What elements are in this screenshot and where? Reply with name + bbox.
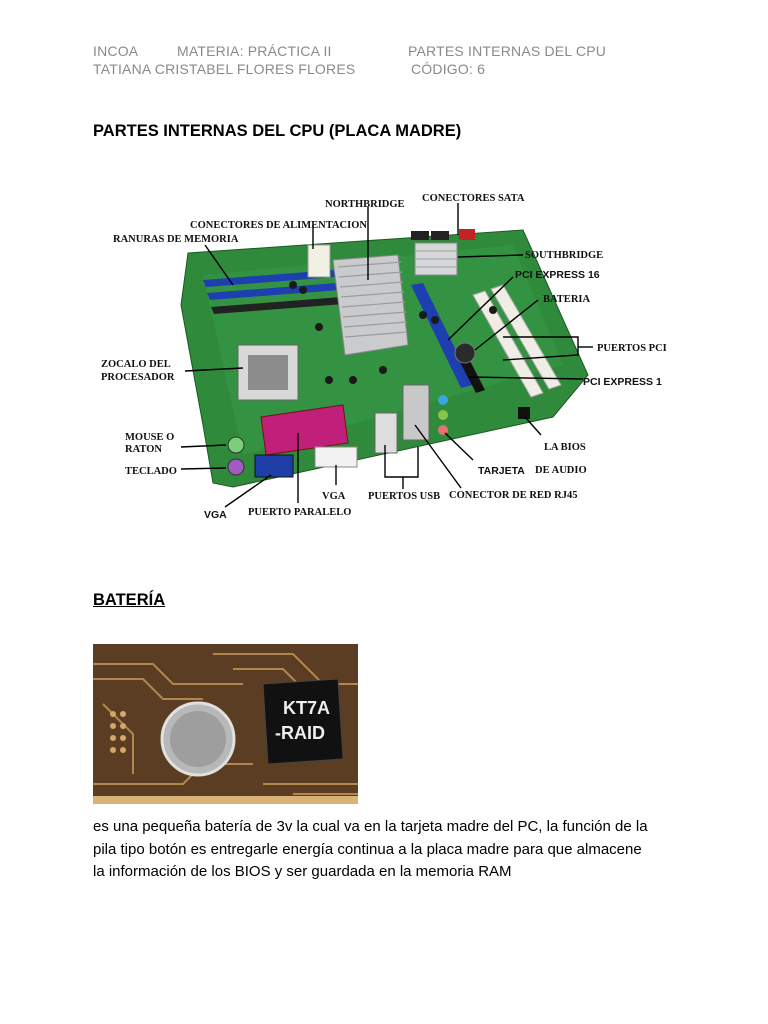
- ps2-mouse-port: [228, 437, 244, 453]
- label-northbridge: NORTHBRIDGE: [325, 199, 405, 210]
- label-battery: BATERIA: [543, 294, 591, 305]
- label-socket-line2: PROCESADOR: [101, 372, 175, 383]
- rj45-usb-stack: [403, 385, 429, 440]
- label-pci-express-1: PCI EXPRESS 1: [583, 376, 662, 388]
- paragraph-line-3: la información de los BIOS y ser guardada en la memoria RAM: [93, 863, 512, 880]
- motherboard-diagram: [93, 185, 683, 525]
- battery-description: [93, 816, 693, 884]
- section-heading: BATERÍA: [93, 591, 166, 609]
- label-vga-left: VGA: [204, 509, 227, 521]
- label-sata: CONECTORES SATA: [422, 193, 525, 204]
- header-topic: PARTES INTERNAS DEL CPU: [408, 43, 607, 59]
- chip-text-2: -RAID: [275, 723, 325, 743]
- sata-port-2: [431, 231, 449, 240]
- label-rj45: CONECTOR DE RED RJ45: [449, 490, 578, 501]
- label-power: CONECTORES DE ALIMENTACION: [190, 220, 367, 231]
- label-keyboard: TECLADO: [125, 466, 177, 477]
- usb-ports-1: [375, 413, 397, 453]
- sata-port-1: [411, 231, 429, 240]
- header-school: INCOA: [93, 43, 139, 59]
- dvi-port: [315, 447, 357, 467]
- header-subject: MATERIA: PRÁCTICA II: [177, 43, 332, 59]
- power-connector: [308, 245, 330, 277]
- label-pci-express-16: PCI EXPRESS 16: [515, 269, 600, 281]
- label-parallel: PUERTO PARALELO: [248, 507, 352, 518]
- label-mouse-line2: RATON: [125, 444, 162, 455]
- sata-port-red: [459, 229, 475, 240]
- battery-cell: [455, 343, 475, 363]
- label-memory: RANURAS DE MEMORIA: [113, 234, 239, 245]
- page-title: PARTES INTERNAS DEL CPU (PLACA MADRE): [93, 122, 462, 140]
- label-mouse-line1: MOUSE O: [125, 432, 175, 443]
- label-southbridge: SOUTHBRIDGE: [525, 250, 604, 261]
- chip-text-1: KT7A: [283, 698, 331, 718]
- cpu-socket-core: [248, 355, 288, 390]
- label-card: TARJETA: [478, 465, 525, 477]
- label-bios: LA BIOS: [544, 442, 586, 453]
- ps2-keyboard-port: [228, 459, 244, 475]
- audio-jack-blue: [438, 395, 448, 405]
- paragraph-line-1: es una pequeña batería de 3v la cual va en la tarjeta madre del PC, la función de la: [93, 818, 648, 835]
- vga-port: [255, 455, 293, 477]
- label-pci-ports: PUERTOS PCI: [597, 343, 667, 354]
- battery-photo: [93, 644, 358, 804]
- label-vga-right: VGA: [322, 491, 346, 502]
- paragraph-line-2: pila tipo botón es entregarle energía continua a la placa madre para que almacene: [93, 840, 642, 858]
- coin-cell-face: [170, 711, 226, 767]
- label-usb: PUERTOS USB: [368, 491, 441, 502]
- bios-chip: [518, 407, 530, 419]
- raid-chip: [263, 679, 343, 764]
- header-code: CÓDIGO: 6: [411, 61, 486, 77]
- photo-bottom-edge: [93, 796, 358, 804]
- header-author: TATIANA CRISTABEL FLORES FLORES: [93, 61, 356, 77]
- label-socket-line1: ZOCALO DEL: [101, 359, 171, 370]
- audio-jack-green: [438, 410, 448, 420]
- label-audio: DE AUDIO: [535, 465, 587, 476]
